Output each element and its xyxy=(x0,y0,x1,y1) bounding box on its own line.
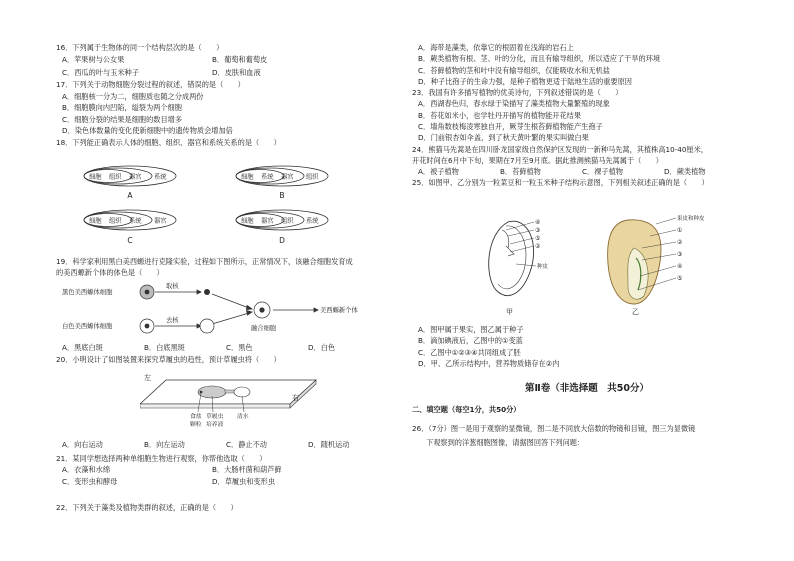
q23-option-b: B．苔花如米小，也学牡丹开描写的植物能开花结果 xyxy=(418,110,582,120)
question-23-stem: 23．我国有许多描写植物的优美诗句，下列叙述错误的是（ ） xyxy=(412,88,623,98)
diagram-a-cell: 细胞 xyxy=(89,173,102,181)
option-a: A．黑底白斑 xyxy=(62,343,103,352)
option-a: A．苹果树与公女果 xyxy=(62,55,125,65)
extracted-nucleus-icon xyxy=(204,289,210,295)
corn-mark-4: ④ xyxy=(677,263,683,270)
q24-option-b: B．苔藓植物 xyxy=(500,167,541,177)
diagram-b-cell: 细胞 xyxy=(241,173,254,181)
q20-options xyxy=(56,441,390,449)
nucleus-icon xyxy=(259,307,264,312)
diagram-b-organ: 器官 xyxy=(281,173,294,181)
q22-option-c: C．苔藓植物的茎和叶中没有输导组织，仅能吸收水和无机盐 xyxy=(418,65,610,75)
seed-coat-label: 种皮 xyxy=(537,264,549,270)
diagram-b-system: 系统 xyxy=(261,173,274,181)
diagram-c-cell: 细胞 xyxy=(89,217,102,225)
option-c: C．细胞分裂的结果是细胞的数目增多 xyxy=(62,114,183,124)
diagram-a-system: 系统 xyxy=(154,173,167,181)
diagram-label-a: A xyxy=(127,191,133,200)
q22-option-d: D．种子比孢子的生命力强，是种子植物更适于陆地生活的重要原因 xyxy=(418,76,632,86)
nucleus-icon xyxy=(145,324,150,329)
question-stem-cont: 下观察到的洋葱细胞图像，请据图回答下列问题： xyxy=(426,438,585,448)
salt-grain-icon xyxy=(200,391,203,394)
diagram-c-tissue: 组织 xyxy=(109,217,122,225)
question-21 xyxy=(56,455,362,486)
bean-mark-4: ④ xyxy=(535,219,541,226)
clone-diagram xyxy=(60,282,360,342)
question-16 xyxy=(56,44,408,77)
pericarp-label: 果皮和种皮 xyxy=(677,216,705,222)
fill-in-heading: 二、填空题（每空1分，共50分） xyxy=(412,405,521,414)
bean-seed xyxy=(489,219,549,316)
question-17 xyxy=(56,81,408,135)
question-19 xyxy=(56,258,353,278)
question-stem: 16．下列属于生物体的同一个结构层次的是（ ） xyxy=(56,43,224,52)
diagram-label-d: D xyxy=(279,236,285,245)
question-stem: 19．科学家利用黑白美西螈进行克隆实验，过程如下图所示，正常情况下，该融合细胞发育成 xyxy=(56,257,353,266)
option-a: A．衣藻和水绵 xyxy=(62,465,111,475)
option-d: D．草履虫和变形虫 xyxy=(212,476,276,486)
corn-seed xyxy=(608,214,705,316)
q23-option-a: A．西湖春色归，春水绿于染描写了藻类植物大量繁殖的现象 xyxy=(418,99,610,109)
section-title: 第Ⅱ卷（非选择题 共50分） xyxy=(525,383,649,394)
option-a: A．细胞核一分为二，细胞质也随之分成两份 xyxy=(62,92,204,102)
paramecium-slide-diagram xyxy=(140,372,320,434)
option-c: C．静止不动 xyxy=(226,440,267,449)
hierarchy-diagrams xyxy=(82,164,372,260)
fused-cell-label: 融合细胞 xyxy=(251,325,277,332)
diagram-a-tissue: 组织 xyxy=(109,173,122,181)
q25-option-b: B．滴加碘液后，乙图中的①变蓝 xyxy=(418,336,523,346)
question-stem-cont: 的美西螈新个体的体色是（ ） xyxy=(56,268,164,278)
diagram-label-c: C xyxy=(127,236,133,245)
q24-option-a: A．被子植物 xyxy=(418,167,459,177)
corn-mark-1: ① xyxy=(677,227,683,234)
left-column xyxy=(56,44,408,148)
option-d: D．皮肤和血液 xyxy=(212,67,261,77)
option-b: B．白底黑斑 xyxy=(144,343,185,352)
question-stem: 18．下列能正确表示人体的细胞、组织、器官和系统关系的是（ ） xyxy=(56,138,281,148)
option-c: C．黑色 xyxy=(226,343,253,352)
black-cell-label: 黑色美西螈体细胞 xyxy=(62,289,113,296)
q19-options xyxy=(56,344,390,352)
diagram-b-tissue: 组织 xyxy=(306,173,319,181)
diagram-d-cell: 细胞 xyxy=(241,217,254,225)
question-18 xyxy=(56,139,408,147)
question-26 xyxy=(412,425,695,448)
q22-option-b: B．蕨类植物有根、茎、叶的分化，而且有输导组织，所以适应了干旱的环境 xyxy=(418,54,661,64)
culture-label: 草履虫 xyxy=(206,414,224,420)
question-24-stem: 24．熊猫马先蒿是在四川卧龙国家级自然保护区发现的一新种马先蒿，其植株高10-40厘米， xyxy=(412,144,708,154)
left-direction-label: 左 xyxy=(144,374,151,382)
remove-nucleus-label: 去核 xyxy=(166,317,179,324)
salt-label-2: 颗粒 xyxy=(190,422,202,428)
water-drop xyxy=(234,387,250,397)
diagram-c-organ: 器官 xyxy=(154,217,167,225)
option-c: C．变形虫和酵母 xyxy=(62,476,118,486)
question-20-stem: 20．小明设计了如图装置来探究草履虫的趋性，预计草履虫将（ ） xyxy=(56,355,281,364)
option-a: A．向右运动 xyxy=(62,440,103,449)
q25-options xyxy=(412,326,559,368)
q25-option-c: C．乙图中①②③④共同组成了胚 xyxy=(418,347,521,357)
q24-option-c: C．裸子植物 xyxy=(582,167,623,177)
diagram-c-system: 系统 xyxy=(129,217,142,225)
new-individual-label: 美西螈新个体 xyxy=(320,307,358,314)
option-d: D．白色 xyxy=(308,343,336,352)
right-column xyxy=(412,44,762,188)
figure-jia-label: 甲 xyxy=(506,308,513,316)
option-d: D．随机运动 xyxy=(308,440,350,449)
question-25-stem: 25．如图甲、乙分别为一粒菜豆和一粒玉米种子结构示意图，下列相关叙述正确的是（ ） xyxy=(412,178,709,188)
right-direction-label: 右 xyxy=(292,394,299,402)
seed-diagrams xyxy=(480,214,710,318)
corn-mark-2: ② xyxy=(677,239,683,246)
take-nucleus-label: 取核 xyxy=(166,283,179,290)
q22-option-a: A．海带是藻类，依靠它的根固着在浅海的岩石上 xyxy=(418,43,574,52)
corn-mark-5: ⑤ xyxy=(677,275,683,282)
option-c: C．西瓜的叶与玉米种子 xyxy=(62,67,139,77)
salt-label: 食盐 xyxy=(190,414,202,420)
q23-option-c: C．墙角数枝梅凌寒独自开，厥芽生根苔藓植物能产生孢子 xyxy=(418,121,603,131)
option-d: D．染色体数量的变化使新细胞中的遗传物质会增加倍 xyxy=(62,125,233,135)
question-24-stem-cont: 开花时间在6月中下旬，果期在7月至9月底。据此推测熊猫马先蒿属于（ ） xyxy=(412,155,663,165)
question-stem: 17．下列关于动物细胞分裂过程的叙述，错误的是（ ） xyxy=(56,79,245,89)
option-b: B．向左运动 xyxy=(144,440,185,449)
diagram-d-organ: 器官 xyxy=(261,217,274,225)
diagram-a-organ: 器官 xyxy=(129,173,142,181)
question-22-stem: 22．下列关于藻类及植物类群的叙述，正确的是（ ） xyxy=(56,503,238,512)
q24-option-d: D．蕨类植物 xyxy=(664,167,706,177)
option-b: B．细胞膜向内凹陷，缢裂为两个细胞 xyxy=(62,103,182,113)
diagram-d-system: 系统 xyxy=(306,217,319,225)
option-b: B．大肠杆菌和葫芦藓 xyxy=(212,465,282,475)
bean-mark-2: ② xyxy=(535,243,541,250)
q23-option-d: D．门前银杏如伞盖，到了秋天黄叶繁的果实叫做白果 xyxy=(418,133,589,143)
question-stem: 21．某同学想选择两种单细胞生物进行观察，你帮他选取（ ） xyxy=(56,454,267,463)
bean-mark-5: ⑤ xyxy=(535,235,541,242)
diagram-label-b: B xyxy=(279,191,285,200)
culture-label-2: 培养液 xyxy=(206,422,224,428)
diagram-d-tissue: 组织 xyxy=(281,217,294,225)
nucleus-icon xyxy=(145,290,150,295)
enucleated-cell xyxy=(200,319,214,333)
option-b: B．葡萄和葡萄皮 xyxy=(212,55,268,65)
corn-mark-3: ③ xyxy=(677,251,683,258)
q25-option-a: A．图甲属于果实，图乙属于种子 xyxy=(418,325,524,334)
bean-mark-3: ③ xyxy=(535,227,541,234)
water-label: 清水 xyxy=(237,414,249,420)
white-cell-label: 白色美西螈体细胞 xyxy=(62,323,113,330)
question-stem: 26．（7分）图一是用于观察的显微镜，图二是不同放大倍数的物镜和目镜，图三为显微镜 xyxy=(412,424,696,433)
q25-option-d: D．甲、乙所示结构中，营养物质储存在②内 xyxy=(418,358,560,368)
figure-yi-label: 乙 xyxy=(632,308,639,316)
